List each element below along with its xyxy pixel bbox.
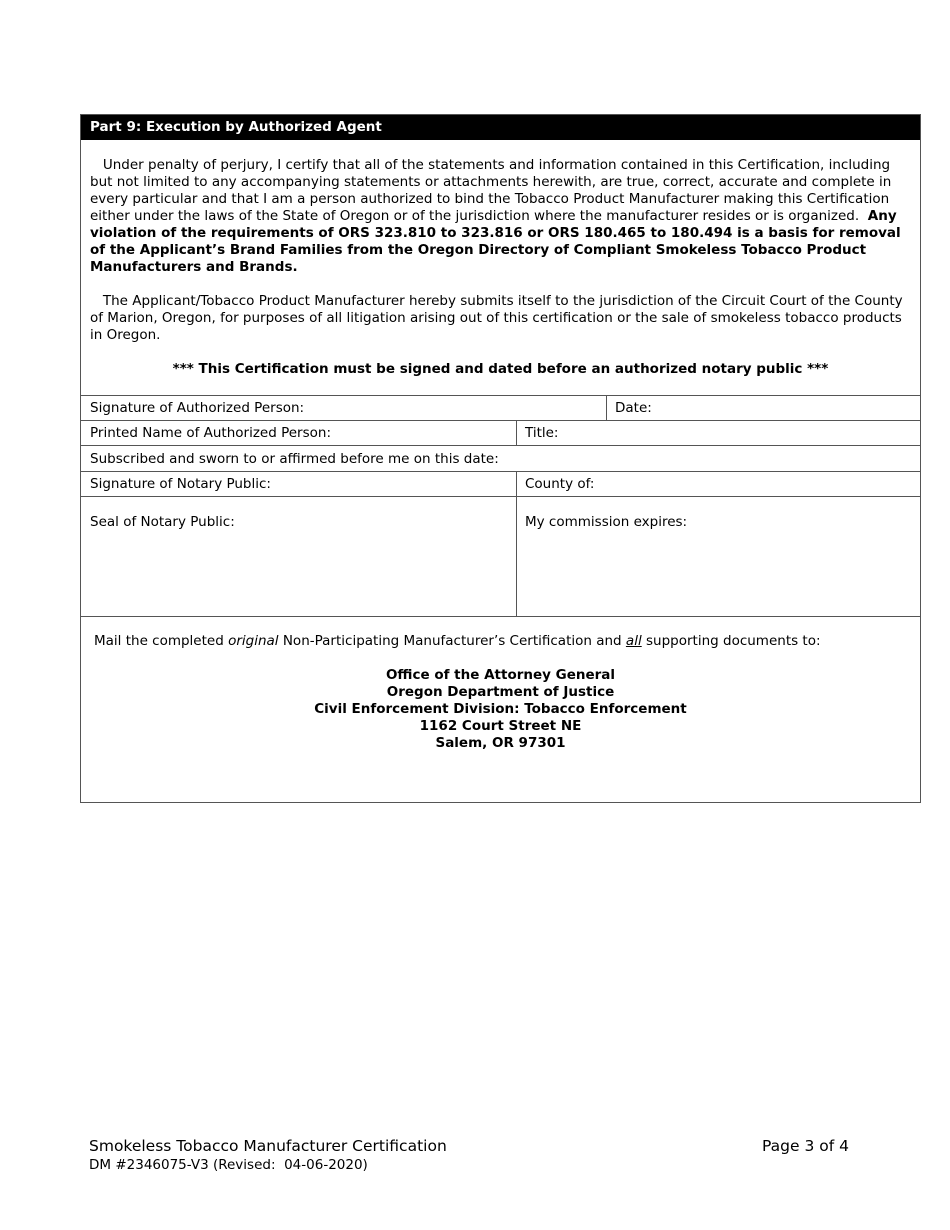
footer — [89, 1137, 447, 1174]
table-top-border — [81, 395, 920, 396]
row-divider — [81, 420, 920, 421]
printed-name-field[interactable]: Printed Name of Authorized Person: — [90, 425, 332, 441]
jurisdiction-paragraph — [90, 293, 912, 344]
mailing-address — [81, 667, 920, 752]
footer-title: Smokeless Tobacco Manufacturer Certification — [89, 1137, 447, 1155]
commission-expires-field[interactable]: My commission expires: — [525, 514, 688, 530]
column-divider — [516, 471, 517, 616]
address-line: 1162 Court Street NE — [419, 718, 582, 734]
signature-authorized-field[interactable]: Signature of Authorized Person: — [90, 400, 305, 416]
address-line: Civil Enforcement Division: Tobacco Enforcement — [314, 701, 687, 717]
notary-signature-field[interactable]: Signature of Notary Public: — [90, 476, 271, 492]
column-divider — [516, 420, 517, 445]
mail-instructions — [94, 633, 821, 650]
address-line: Oregon Department of Justice — [386, 684, 615, 700]
row-divider — [81, 445, 920, 446]
perjury-text: Under penalty of perjury, I certify that all of the statements and information contained in this Certification, including but not limited to any accompanying statements or attachments herewith, are true, correct, accurate and complete in every particular and that I am a person authorized to bind the Tobacco Product Manufacturer making this Certification either under the laws of the State of Oregon or of the jurisdiction where the manufacturer resides or is organized. — [90, 157, 896, 224]
notary-requirement-note: *** This Certification must be signed and dated before an authorized notary public *** — [172, 361, 829, 377]
title-field[interactable]: Title: — [525, 425, 559, 441]
violation-warning: Any violation of the requirements of ORS 323.810 to 323.816 or ORS 180.465 to 180.494 is a basis for removal of the Applicant’s Brand Families from the Oregon Directory of Compliant Smokeless Tobacco Product Manufacturers and Brands. — [90, 208, 901, 275]
mail-middle: Non-Participating Manufacturer’s Certification and — [278, 633, 626, 649]
perjury-paragraph — [90, 157, 912, 276]
row-divider — [81, 471, 920, 472]
footer-doc-id: DM #2346075-V3 (Revised: 04-06-2020) — [89, 1157, 368, 1173]
mail-original: original — [228, 633, 279, 649]
mail-prefix: Mail the completed — [94, 633, 229, 649]
mail-suffix: supporting documents to: — [641, 633, 821, 649]
section-header: Part 9: Execution by Authorized Agent — [81, 115, 920, 140]
row-divider — [81, 496, 920, 497]
jurisdiction-text: The Applicant/Tobacco Product Manufacturer hereby submits itself to the jurisdiction of the Circuit Court of the County of Marion, Oregon, for purposes of all litigation arising out of this certification or the sale of smokeless tobacco products in Oregon. — [90, 293, 907, 343]
address-line: Office of the Attorney General — [385, 667, 616, 683]
subscribed-date-field[interactable]: Subscribed and sworn to or affirmed before me on this date: — [90, 451, 499, 467]
date-field[interactable]: Date: — [615, 400, 652, 416]
execution-form — [80, 114, 921, 803]
county-field[interactable]: County of: — [525, 476, 595, 492]
mail-all: all — [625, 633, 642, 649]
column-divider — [606, 395, 607, 420]
page-number: Page 3 of 4 — [762, 1137, 849, 1155]
notary-seal-field[interactable]: Seal of Notary Public: — [90, 514, 235, 530]
address-line: Salem, OR 97301 — [435, 735, 566, 751]
row-divider — [81, 616, 920, 617]
